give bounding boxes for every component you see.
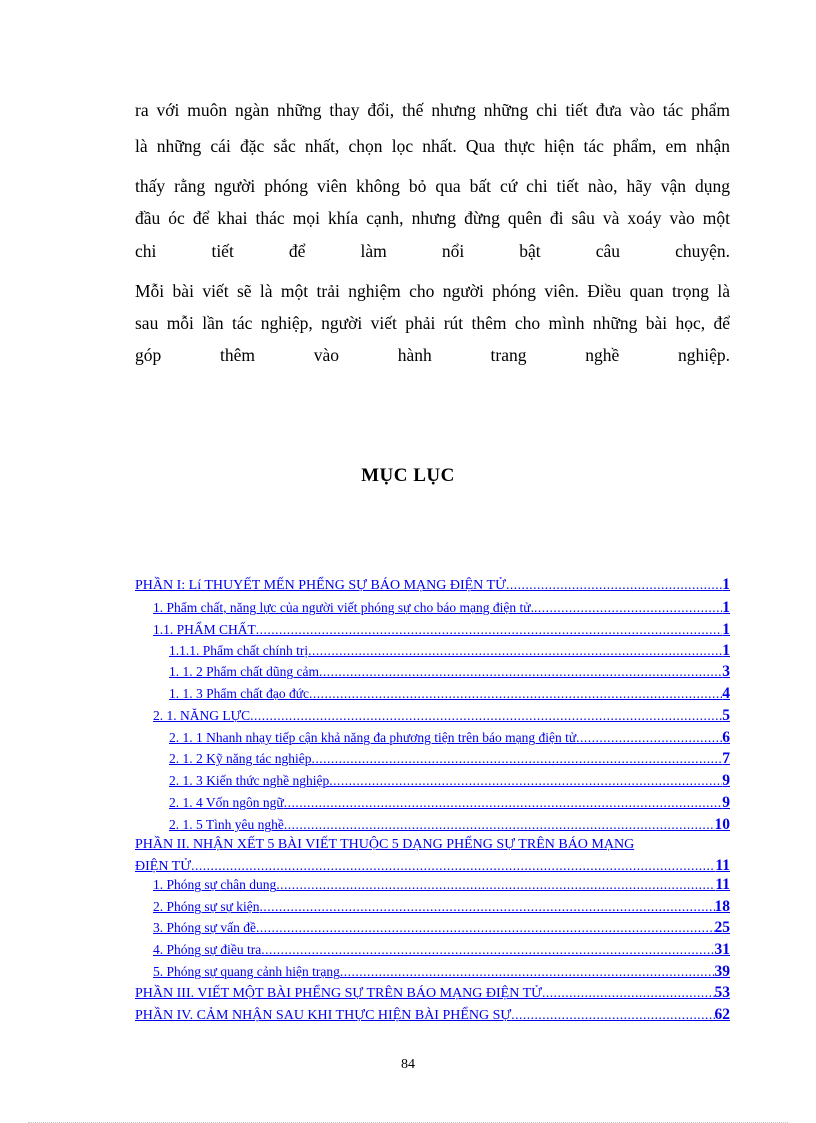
body-line: góp thêm vào hành trang nghề nghiệp. xyxy=(135,345,730,365)
toc-dot-leader xyxy=(576,728,722,748)
page-number: 84 xyxy=(401,1057,415,1072)
toc-entry-text: PHẦN II. NHẬN XẾT 5 BÀI VIẾT THUỘC 5 DẠNG PHỂNG SỰ TRÊN BÁO MẠNG xyxy=(135,837,635,852)
toc-entry[interactable] xyxy=(169,793,730,813)
toc-dot-leader xyxy=(284,815,715,835)
toc-entry-page: 10 xyxy=(714,816,730,833)
body-line: thấy rằng người phóng viên không bỏ qua bất cứ chi tiết nào, hãy vận dụng xyxy=(135,176,730,196)
toc-dot-leader xyxy=(542,983,715,1003)
toc-entry[interactable] xyxy=(153,875,730,895)
toc-entry[interactable] xyxy=(153,940,730,960)
toc-dot-leader xyxy=(309,684,722,704)
toc-entry-page: 9 xyxy=(722,772,730,789)
toc-entry-text: 2. 1. 2 Kỹ năng tác nghiệp xyxy=(169,751,312,766)
toc-dot-leader xyxy=(284,793,723,813)
toc-entry-page: 9 xyxy=(722,794,730,811)
toc-entry[interactable] xyxy=(135,856,730,876)
toc-dot-leader xyxy=(308,641,722,661)
toc-dot-leader xyxy=(256,620,722,640)
toc-entry-page: 18 xyxy=(714,898,730,915)
toc-entry-page: 4 xyxy=(722,685,730,702)
toc-entry-page: 5 xyxy=(722,707,730,724)
toc-entry-text: 1. 1. 3 Phẩm chất đạo đức xyxy=(169,686,310,701)
body-line: chi tiết để làm nổi bật câu chuyện. xyxy=(135,241,730,261)
toc-entry-page: 25 xyxy=(714,919,730,936)
toc-entry-text: 1.1.1. Phẩm chất chính trị xyxy=(169,643,309,658)
toc-entry[interactable] xyxy=(169,662,730,682)
toc-entry-page: 62 xyxy=(714,1006,730,1023)
toc-entry[interactable] xyxy=(169,728,730,748)
toc-entry-page: 53 xyxy=(714,984,730,1001)
toc-dot-leader xyxy=(340,962,715,982)
toc-entry-text: 2. 1. 3 Kiến thức nghề nghiệp xyxy=(169,773,330,788)
toc-entry-page: 1 xyxy=(722,621,730,638)
body-line: đầu óc để khai thác mọi khía cạnh, nhưng đừng quên đi sâu và xoáy vào một xyxy=(135,208,730,228)
toc-entry-text: PHẦN IV. CẢM NHẬN SAU KHI THỰC HIỆN BÀI PHỂNG SỰ xyxy=(135,1008,512,1023)
toc-dot-leader xyxy=(311,749,722,769)
toc-entry-text: 2. 1. 1 Nhanh nhạy tiếp cận khả năng đa phương tiện trên báo mạng điện tử xyxy=(169,730,577,745)
toc-entry-text: 1. Phẩm chất, năng lực của người viết phóng sự cho báo mạng điện tử. xyxy=(153,600,534,615)
toc-entry-page: 39 xyxy=(714,963,730,980)
toc-dot-leader xyxy=(276,875,715,895)
body-line: là những cái đặc sắc nhất, chọn lọc nhất. Qua thực hiện tác phẩm, em nhận xyxy=(135,136,730,156)
toc-entry[interactable] xyxy=(153,918,730,938)
toc-entry-page: 3 xyxy=(722,663,730,680)
toc-entry-text: 1. 1. 2 Phẩm chất dũng cảm xyxy=(169,664,319,679)
toc-dot-leader xyxy=(191,856,715,876)
toc-dot-leader xyxy=(511,1005,714,1025)
toc-entry-text: 1. Phóng sự chân dung xyxy=(153,877,277,892)
toc-entry-text: PHẦN III. VIẾT MỘT BÀI PHỂNG SỰ TRÊN BÁO MẠNG ĐIỆN TỬ xyxy=(135,986,542,1001)
toc-entry-page: 1 xyxy=(722,576,730,593)
toc-dot-leader xyxy=(506,575,722,595)
toc-entry[interactable] xyxy=(135,1005,730,1025)
toc-entry-page: 6 xyxy=(722,729,730,746)
toc-entry-text: 2. Phóng sự sự kiện xyxy=(153,899,260,914)
toc-entry-text: 5. Phóng sự quang cảnh hiện trạng xyxy=(153,964,340,979)
toc-dot-leader xyxy=(250,706,722,726)
toc-entry[interactable] xyxy=(169,815,730,835)
toc-entry-page: 11 xyxy=(715,857,730,874)
toc-entry-page: 7 xyxy=(722,750,730,767)
toc-entry-page: 31 xyxy=(714,941,730,958)
toc-entry-text: 1.1. PHẨM CHẤT xyxy=(153,622,256,637)
toc-entry[interactable] xyxy=(169,771,730,791)
body-line: sau mỗi lần tác nghiệp, người viết phải rút thêm cho mình những bài học, để xyxy=(135,313,730,333)
toc-entry[interactable] xyxy=(135,575,730,595)
toc-entry-page: 1 xyxy=(722,642,730,659)
toc-entry[interactable] xyxy=(153,706,730,726)
toc-entry[interactable] xyxy=(135,835,730,855)
toc-entry-text: ĐIỆN TỬ xyxy=(135,859,192,874)
toc-entry[interactable] xyxy=(169,749,730,769)
toc-title: MỤC LỤC xyxy=(361,465,455,486)
toc-dot-leader xyxy=(260,897,715,917)
toc-entry-text: 3. Phóng sự vấn đề xyxy=(153,920,256,935)
toc-entry-page: 1 xyxy=(722,599,730,616)
toc-entry-text: 2. 1. 5 Tình yêu nghề xyxy=(169,817,284,832)
toc-dot-leader xyxy=(256,918,715,938)
toc-dot-leader xyxy=(329,771,722,791)
toc-entry-text: 2. 1. 4 Vốn ngôn ngữ xyxy=(169,795,284,810)
toc-entry[interactable] xyxy=(153,897,730,917)
toc-entry-text: 4. Phóng sự điều tra xyxy=(153,942,262,957)
toc-dot-leader xyxy=(261,940,714,960)
toc-entry-page: 11 xyxy=(715,876,730,893)
toc-entry-text: 2. 1. NĂNG LỰC xyxy=(153,708,251,723)
toc-entry[interactable] xyxy=(169,641,730,661)
toc-entry[interactable] xyxy=(153,620,730,640)
toc-entry[interactable] xyxy=(153,598,730,618)
toc-dot-leader xyxy=(319,662,722,682)
body-line: Mỗi bài viết sẽ là một trải nghiệm cho người phóng viên. Điều quan trọng là xyxy=(135,281,730,301)
toc-entry[interactable] xyxy=(169,684,730,704)
toc-entry-text: PHẦN I: Lí THUYẾT MẾN PHỂNG SỰ BÁO MẠNG ĐIỆN TỬ xyxy=(135,578,506,593)
body-line: ra với muôn ngàn những thay đổi, thế nhưng những chi tiết đưa vào tác phẩm xyxy=(135,100,730,120)
toc-entry[interactable] xyxy=(153,962,730,982)
toc-entry[interactable] xyxy=(135,983,730,1003)
toc-dot-leader xyxy=(534,598,722,618)
